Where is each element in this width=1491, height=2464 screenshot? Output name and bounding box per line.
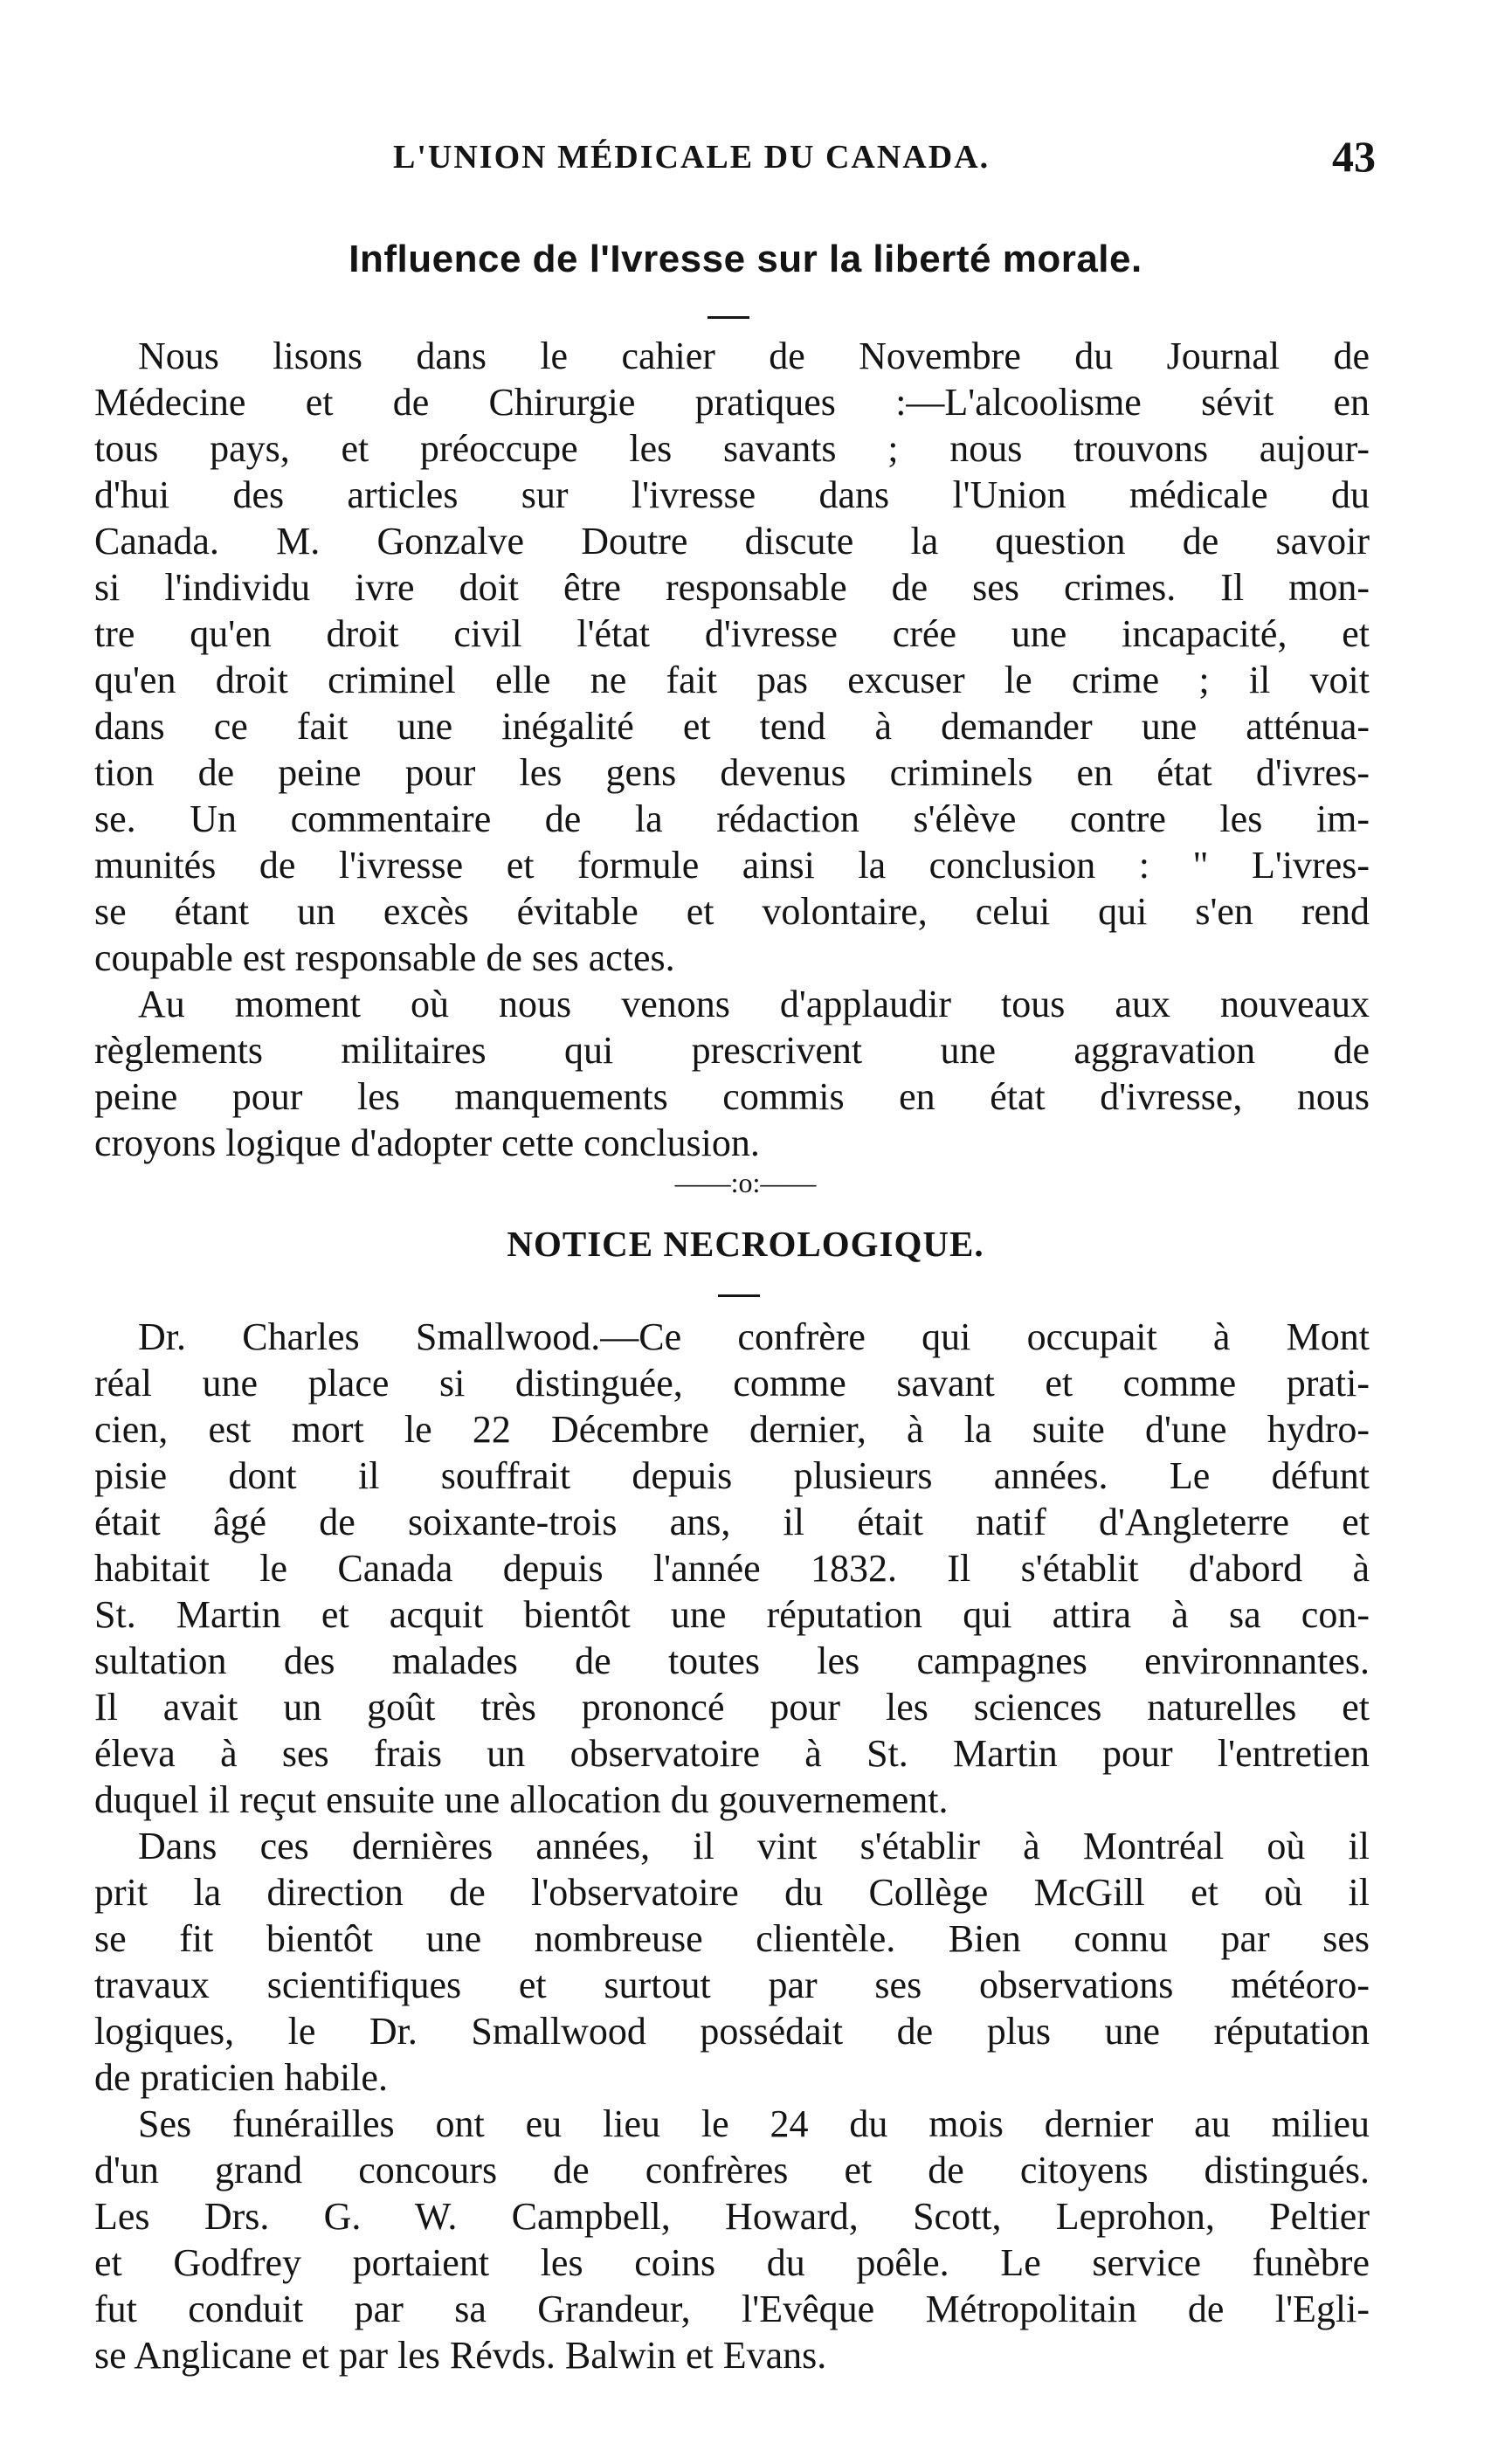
notice-rule [718, 1294, 760, 1297]
notice-line: duquel il reçut ensuite une allocation du gouvernement. [94, 1778, 949, 1821]
notice-line: prit la direction de l'observatoire du Collège McGill et où il [94, 1871, 1370, 1914]
article-line: munités de l'ivresse et formule ainsi la conclusion : " L'ivres- [94, 844, 1370, 887]
notice-line: éleva à ses frais un observatoire à St. Martin pour l'entretien [94, 1732, 1370, 1775]
notice-line: Il avait un goût très prononcé pour les sciences naturelles et [94, 1686, 1370, 1729]
page-number: 43 [1332, 132, 1376, 181]
notice-line: Les Drs. G. W. Campbell, Howard, Scott, Leprohon, Peltier [94, 2195, 1370, 2238]
notice-line: sultation des malades de toutes les campagnes environnantes. [94, 1639, 1370, 1682]
article-line: peine pour les manquements commis en état d'ivresse, nous [94, 1075, 1370, 1118]
article-line: se étant un excès évitable et volontaire, celui qui s'en rend [94, 890, 1370, 933]
notice-line: travaux scientifiques et surtout par ses observations météoro- [94, 1964, 1370, 2006]
article-line: Médecine et de Chirurgie pratiques :—L'alcoolisme sévit en [94, 381, 1370, 424]
notice-line: habitait le Canada depuis l'année 1832. Il s'établit d'abord à [94, 1547, 1370, 1590]
article-line: règlements militaires qui prescrivent une aggravation de [94, 1029, 1370, 1072]
notice-line: de praticien habile. [94, 2056, 388, 2099]
notice-line: d'un grand concours de confrères et de citoyens distingués. [94, 2149, 1370, 2191]
notice-line: réal une place si distinguée, comme savant et comme prati- [94, 1362, 1370, 1405]
article-line: coupable est responsable de ses actes. [94, 936, 675, 979]
article-line: Canada. M. Gonzalve Doutre discute la question de savoir [94, 520, 1370, 563]
notice-title: NOTICE NECROLOGIQUE. [507, 1224, 984, 1264]
notice-line: pisie dont il souffrait depuis plusieurs années. Le défunt [94, 1454, 1370, 1497]
notice-line: Dr. Charles Smallwood.—Ce confrère qui occupait à Mont [138, 1315, 1370, 1358]
title-rule [708, 316, 749, 319]
article-line: tre qu'en droit civil l'état d'ivresse crée une incapacité, et [94, 612, 1370, 655]
notice-line: était âgé de soixante-trois ans, il était natif d'Angleterre et [94, 1501, 1370, 1543]
notice-line: se Anglicane et par les Révds. Balwin et Evans. [94, 2334, 827, 2377]
notice-line: fut conduit par sa Grandeur, l'Evêque Métropolitain de l'Egli- [94, 2288, 1370, 2330]
notice-line: et Godfrey portaient les coins du poêle. Le service funèbre [94, 2241, 1370, 2284]
article-line: se. Un commentaire de la rédaction s'élève contre les im- [94, 797, 1370, 840]
article-line: dans ce fait une inégalité et tend à demander une atténua- [94, 705, 1370, 748]
article-line: qu'en droit criminel elle ne fait pas excuser le crime ; il voit [94, 659, 1370, 701]
article-line: tion de peine pour les gens devenus criminels en état d'ivres- [94, 751, 1370, 794]
article-line: croyons logique d'adopter cette conclusion. [94, 1122, 760, 1164]
notice-line: cien, est mort le 22 Décembre dernier, à la suite d'une hydro- [94, 1408, 1370, 1451]
notice-line: se fit bientôt une nombreuse clientèle. Bien connu par ses [94, 1917, 1370, 1960]
article-title: Influence de l'Ivresse sur la liberté morale. [349, 238, 1142, 280]
notice-line: Ses funérailles ont eu lieu le 24 du mois dernier au milieu [138, 2102, 1370, 2145]
article-line: si l'individu ivre doit être responsable de ses crimes. Il mon- [94, 566, 1370, 609]
article-line: tous pays, et préoccupe les savants ; nous trouvons aujour- [94, 427, 1370, 470]
article-line: Nous lisons dans le cahier de Novembre du Journal de [138, 335, 1370, 377]
notice-line: St. Martin et acquit bientôt une réputation qui attira à sa con- [94, 1593, 1370, 1636]
article-line: d'hui des articles sur l'ivresse dans l'Union médicale du [94, 473, 1370, 516]
notice-line: Dans ces dernières années, il vint s'établir à Montréal où il [138, 1825, 1370, 1867]
running-header [0, 132, 1491, 190]
journal-title: L'UNION MÉDICALE DU CANADA. [393, 139, 991, 176]
notice-line: logiques, le Dr. Smallwood possédait de plus une réputation [94, 2010, 1370, 2053]
section-separator: ——:o:—— [674, 1167, 817, 1198]
article-line: Au moment où nous venons d'applaudir tous aux nouveaux [138, 983, 1370, 1025]
